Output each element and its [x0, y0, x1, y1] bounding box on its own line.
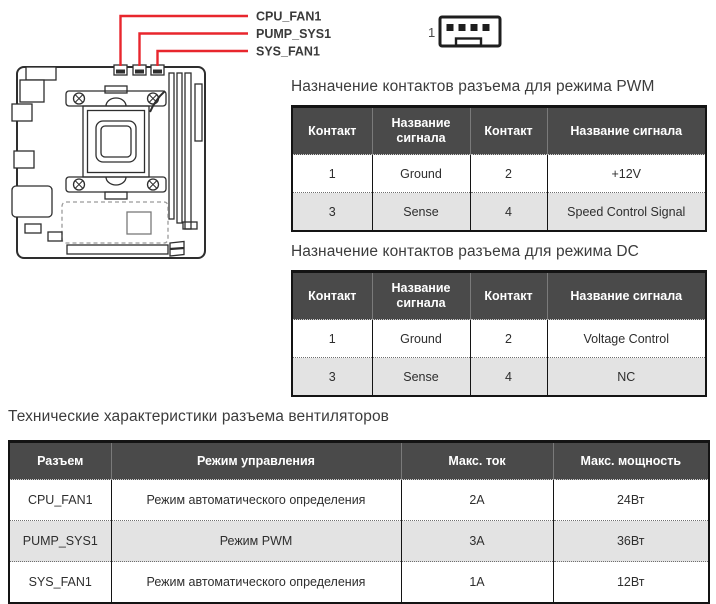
connector-cell: CPU_FAN1: [27, 493, 93, 507]
dc-pinout-table: [291, 270, 707, 397]
mode-cell: Режим автоматического определения: [111, 562, 401, 604]
dc-table-title: Назначение контактов разъема для режима DC: [291, 243, 639, 260]
current-cell: 1A: [401, 562, 553, 604]
motherboard-diagram: [0, 0, 340, 275]
callout-label-sys-fan1: SYS_FAN1: [256, 44, 320, 59]
header-cell: Контакт: [292, 107, 372, 155]
table-row: [292, 358, 706, 397]
header-cell: Название сигнала: [547, 107, 706, 155]
pwm-pinout-table: [291, 105, 707, 232]
mode-cell: Режим PWM: [111, 521, 401, 562]
header-cell: Разъем: [9, 442, 111, 480]
header-cell: Название сигнала: [547, 272, 706, 320]
callout-label-cpu-fan1: CPU_FAN1: [256, 9, 322, 24]
connector-cell: PUMP_SYS1: [9, 521, 111, 562]
header-cell: Название сигнала: [372, 272, 470, 320]
table-row: [9, 521, 709, 562]
table-row: [292, 193, 706, 232]
mode-cell: Режим автоматического определения: [111, 480, 401, 521]
connector-cell: SYS_FAN1: [9, 562, 111, 604]
pin-cell: 4: [470, 193, 547, 232]
signal-cell: NC: [547, 358, 706, 397]
header-cell: Режим управления: [111, 442, 401, 480]
pin1-number: 1: [428, 25, 436, 40]
spec-table-title: Технические характеристики разъема вентиляторов: [8, 408, 390, 425]
signal-cell: Speed Control Signal: [547, 193, 706, 232]
table-header-row: [292, 107, 706, 155]
header-cell: Название сигнала: [372, 107, 470, 155]
pin-cell: 2: [470, 320, 547, 358]
current-cell: 2A: [401, 480, 553, 521]
signal-cell: Sense: [372, 358, 470, 397]
table-row: [292, 155, 706, 193]
header-cell: Макс. мощность: [553, 442, 709, 480]
signal-cell: Voltage Control: [547, 320, 706, 358]
header-cell: Контакт: [470, 107, 547, 155]
table-row: [9, 562, 709, 604]
current-cell: 3A: [401, 521, 553, 562]
pin-cell: 2: [470, 155, 547, 193]
callout-lines: [121, 16, 249, 66]
fan-spec-table: [8, 440, 710, 604]
power-cell: 12Вт: [553, 562, 709, 604]
pin-cell: 1: [328, 166, 336, 181]
table-header-row: [9, 442, 709, 480]
table-row: [9, 480, 709, 521]
pin-cell: 3: [292, 193, 372, 232]
pin-cell: 1: [328, 331, 336, 346]
fan-connector-icon: [420, 12, 505, 52]
power-cell: 24Вт: [553, 480, 709, 521]
header-cell: Контакт: [470, 272, 547, 320]
signal-cell: Ground: [372, 155, 470, 193]
table-row: [292, 320, 706, 358]
signal-cell: Ground: [372, 320, 470, 358]
signal-cell: Sense: [372, 193, 470, 232]
pin-cell: 4: [470, 358, 547, 397]
header-cell: Контакт: [292, 272, 372, 320]
callout-label-pump-sys1: PUMP_SYS1: [256, 27, 332, 41]
header-cell: Макс. ток: [401, 442, 553, 480]
pin-cell: 3: [292, 358, 372, 397]
pwm-table-title: Назначение контактов разъема для режима PWM: [291, 78, 655, 95]
signal-cell: +12V: [547, 155, 706, 193]
connector-notch: [456, 39, 481, 46]
table-header-row: [292, 272, 706, 320]
power-cell: 36Вт: [553, 521, 709, 562]
fan-headers: [114, 65, 164, 75]
